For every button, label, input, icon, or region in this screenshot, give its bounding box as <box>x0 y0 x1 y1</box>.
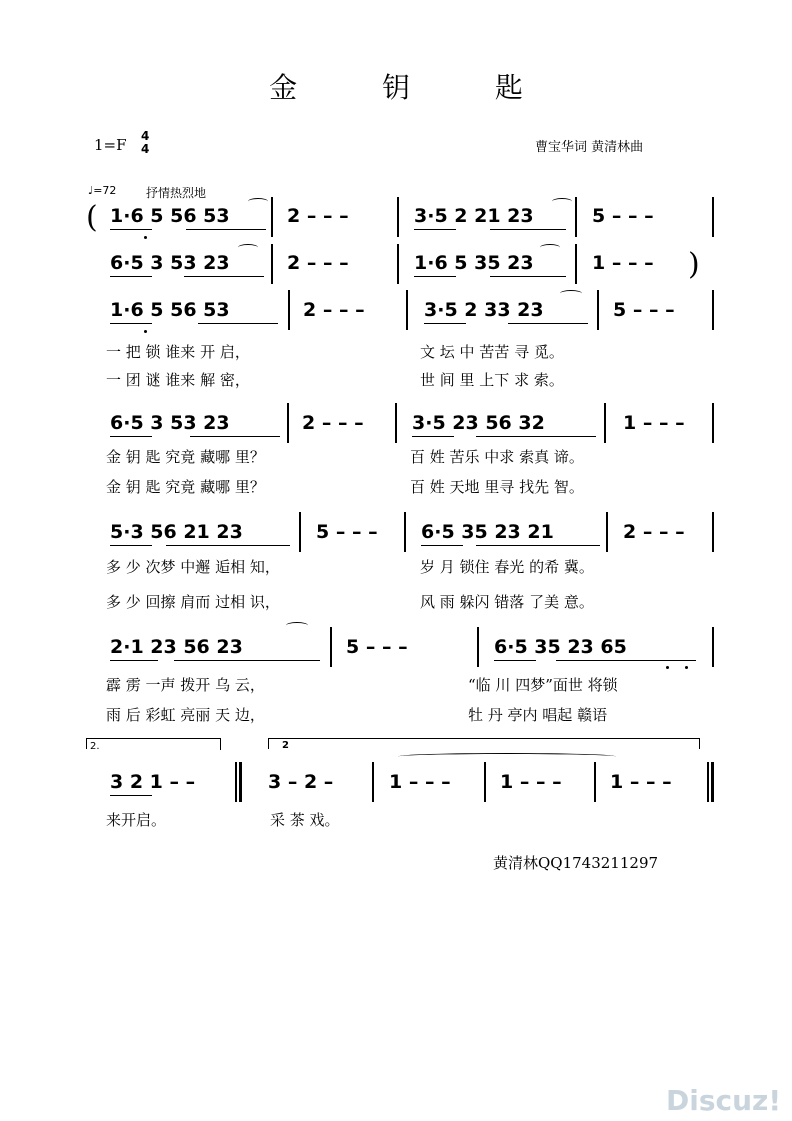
barline <box>712 512 714 552</box>
tie <box>398 753 616 760</box>
beam-underline <box>421 545 463 546</box>
lyric-verse1: 岁 月 锁住 春光 的希 冀。 <box>420 558 594 576</box>
slur <box>560 290 582 297</box>
measure: 1·6 5 35 23 <box>414 252 534 274</box>
measure: 5·3 56 21 23 <box>110 521 243 543</box>
barline <box>395 403 397 443</box>
beam-underline <box>186 229 266 230</box>
time-sig-bottom: 4 <box>141 142 150 156</box>
barline <box>712 627 714 667</box>
measure: 1 – – – <box>389 771 451 793</box>
barline <box>406 290 408 330</box>
lyric-verse2: 雨 后 彩虹 亮丽 天 边， <box>106 706 265 724</box>
volta-end <box>220 738 221 750</box>
barline <box>271 244 273 284</box>
measure: 1 – – – <box>592 252 654 274</box>
barline <box>397 244 399 284</box>
staff-line-6 <box>0 636 792 676</box>
barline <box>594 762 596 802</box>
measure: 3·5 23 56 32 <box>412 412 545 434</box>
measure: 2 – – – <box>287 205 349 227</box>
beam-underline <box>508 323 588 324</box>
barline <box>712 290 714 330</box>
beam-underline <box>174 660 320 661</box>
lyric-verse1: 金 钥 匙 究竟 藏哪 里？ <box>106 448 265 466</box>
beam-underline <box>494 660 536 661</box>
time-signature <box>141 130 149 156</box>
beam-underline <box>414 229 456 230</box>
barline <box>606 512 608 552</box>
final-barline-thin <box>707 762 709 802</box>
barline <box>575 197 577 237</box>
final-barline-thick <box>711 762 714 802</box>
measure: 1 – – – <box>610 771 672 793</box>
barline <box>288 290 290 330</box>
barline <box>712 197 714 237</box>
expression-mark: 抒情热烈地 <box>146 186 207 200</box>
beam-underline <box>190 436 280 437</box>
lyric-verse2: 百 姓 天地 里寻 找先 智。 <box>410 478 584 496</box>
slur <box>286 622 308 629</box>
beam-underline <box>166 545 290 546</box>
volta-bracket-2 <box>268 738 700 749</box>
barline <box>712 403 714 443</box>
low-octave-dot <box>144 330 147 333</box>
barline <box>397 197 399 237</box>
measure: 1·6 5 56 53 <box>110 299 230 321</box>
beam-underline <box>556 660 696 661</box>
barline <box>299 512 301 552</box>
beam-underline <box>414 276 456 277</box>
measure: 1 – – – <box>500 771 562 793</box>
beam-underline <box>198 323 278 324</box>
barline <box>271 197 273 237</box>
volta-bracket-1 <box>86 738 221 749</box>
signature: 黄清林QQ1743211297 <box>493 854 659 872</box>
slur <box>238 244 258 251</box>
measure: 3 – 2 – <box>268 771 334 793</box>
lyric-verse1: 百 姓 苦乐 中求 索真 谛。 <box>410 448 584 466</box>
beam-underline <box>110 323 152 324</box>
barline <box>575 244 577 284</box>
barline <box>477 627 479 667</box>
measure: 2 – – – <box>287 252 349 274</box>
measure: 5 – – – <box>316 521 378 543</box>
staff-line-2 <box>0 252 792 292</box>
lyric-verse2: 多 少 回擦 肩而 过相 识， <box>106 593 280 611</box>
lyric-verse2: 金 钥 匙 究竟 藏哪 里？ <box>106 478 265 496</box>
volta-label-2: 2 <box>282 740 289 751</box>
beam-underline <box>490 276 566 277</box>
measure: 2 – – – <box>302 412 364 434</box>
measure: 1 – – – <box>623 412 685 434</box>
measure: 5 – – – <box>592 205 654 227</box>
beam-underline <box>412 436 454 437</box>
watermark: Discuz! <box>666 1084 782 1117</box>
low-octave-dot <box>666 666 669 669</box>
measure: 6·5 3 53 23 <box>110 252 230 274</box>
repeat-open-paren: ( <box>86 200 98 235</box>
staff-line-1 <box>0 205 792 245</box>
barline <box>484 762 486 802</box>
beam-underline <box>476 545 600 546</box>
measure: 3·5 2 33 23 <box>424 299 544 321</box>
credits: 曹宝华词 黄清林曲 <box>535 140 644 155</box>
song-title: 金 钥 匙 <box>269 71 561 104</box>
tempo-mark: ♩=72 <box>88 184 117 197</box>
repeat-close-paren: ) <box>688 247 700 282</box>
measure: 6·5 3 53 23 <box>110 412 230 434</box>
measure: 5 – – – <box>346 636 408 658</box>
lyric-verse2: 世 间 里 上下 求 索。 <box>420 371 564 389</box>
staff-line-3 <box>0 299 792 339</box>
time-sig-top: 4 <box>141 129 150 143</box>
staff-line-7 <box>0 771 792 811</box>
measure: 1·6 5 56 53 <box>110 205 230 227</box>
measure: 3 2 1 – – <box>110 771 196 793</box>
low-octave-dot <box>685 666 688 669</box>
low-octave-dot <box>144 236 147 239</box>
lyric-verse1: 多 少 次梦 中邂 逅相 知， <box>106 558 280 576</box>
lyric-verse2: 牡 丹 亭内 唱起 赣语 <box>468 706 608 724</box>
measure: 6·5 35 23 21 <box>421 521 554 543</box>
barline <box>597 290 599 330</box>
beam-underline <box>424 323 466 324</box>
measure: 2 – – – <box>303 299 365 321</box>
lyric-ending: 来开启。 <box>106 811 167 829</box>
key-signature: 1=F <box>94 136 127 154</box>
measure: 2·1 23 56 23 <box>110 636 243 658</box>
lyric-verse2: 风 雨 躲闪 错落 了美 意。 <box>420 593 594 611</box>
repeat-barline <box>239 762 242 802</box>
barline <box>235 762 237 802</box>
beam-underline <box>476 436 596 437</box>
lyric-verse1: 霹 雳 一声 拨开 乌 云， <box>106 676 265 694</box>
staff-line-5 <box>0 521 792 561</box>
beam-underline <box>110 795 152 796</box>
measure: 3·5 2 21 23 <box>414 205 534 227</box>
measure: 5 – – – <box>613 299 675 321</box>
beam-underline <box>110 276 152 277</box>
barline <box>330 627 332 667</box>
lyric-verse1: 文 坛 中 苦苦 寻 觅。 <box>420 343 564 361</box>
barline <box>372 762 374 802</box>
beam-underline <box>110 229 152 230</box>
slur <box>540 244 560 251</box>
measure: 6·5 35 23 65 <box>494 636 627 658</box>
barline <box>404 512 406 552</box>
barline <box>604 403 606 443</box>
lyric-verse1: “临 川 四梦”面世 将锁 <box>468 676 618 694</box>
lyric-verse1: 一 把 锁 谁来 开 启， <box>106 343 250 361</box>
beam-underline <box>110 545 152 546</box>
lyric-verse2: 一 团 谜 谁来 解 密， <box>106 371 250 389</box>
measure: 2 – – – <box>623 521 685 543</box>
slur <box>248 198 268 205</box>
volta-label-1: 2. <box>90 741 100 752</box>
barline <box>287 403 289 443</box>
slur <box>552 198 572 205</box>
lyric-ending: 采 茶 戏。 <box>270 811 340 829</box>
beam-underline <box>110 660 158 661</box>
beam-underline <box>490 229 566 230</box>
beam-underline <box>110 436 152 437</box>
beam-underline <box>184 276 264 277</box>
